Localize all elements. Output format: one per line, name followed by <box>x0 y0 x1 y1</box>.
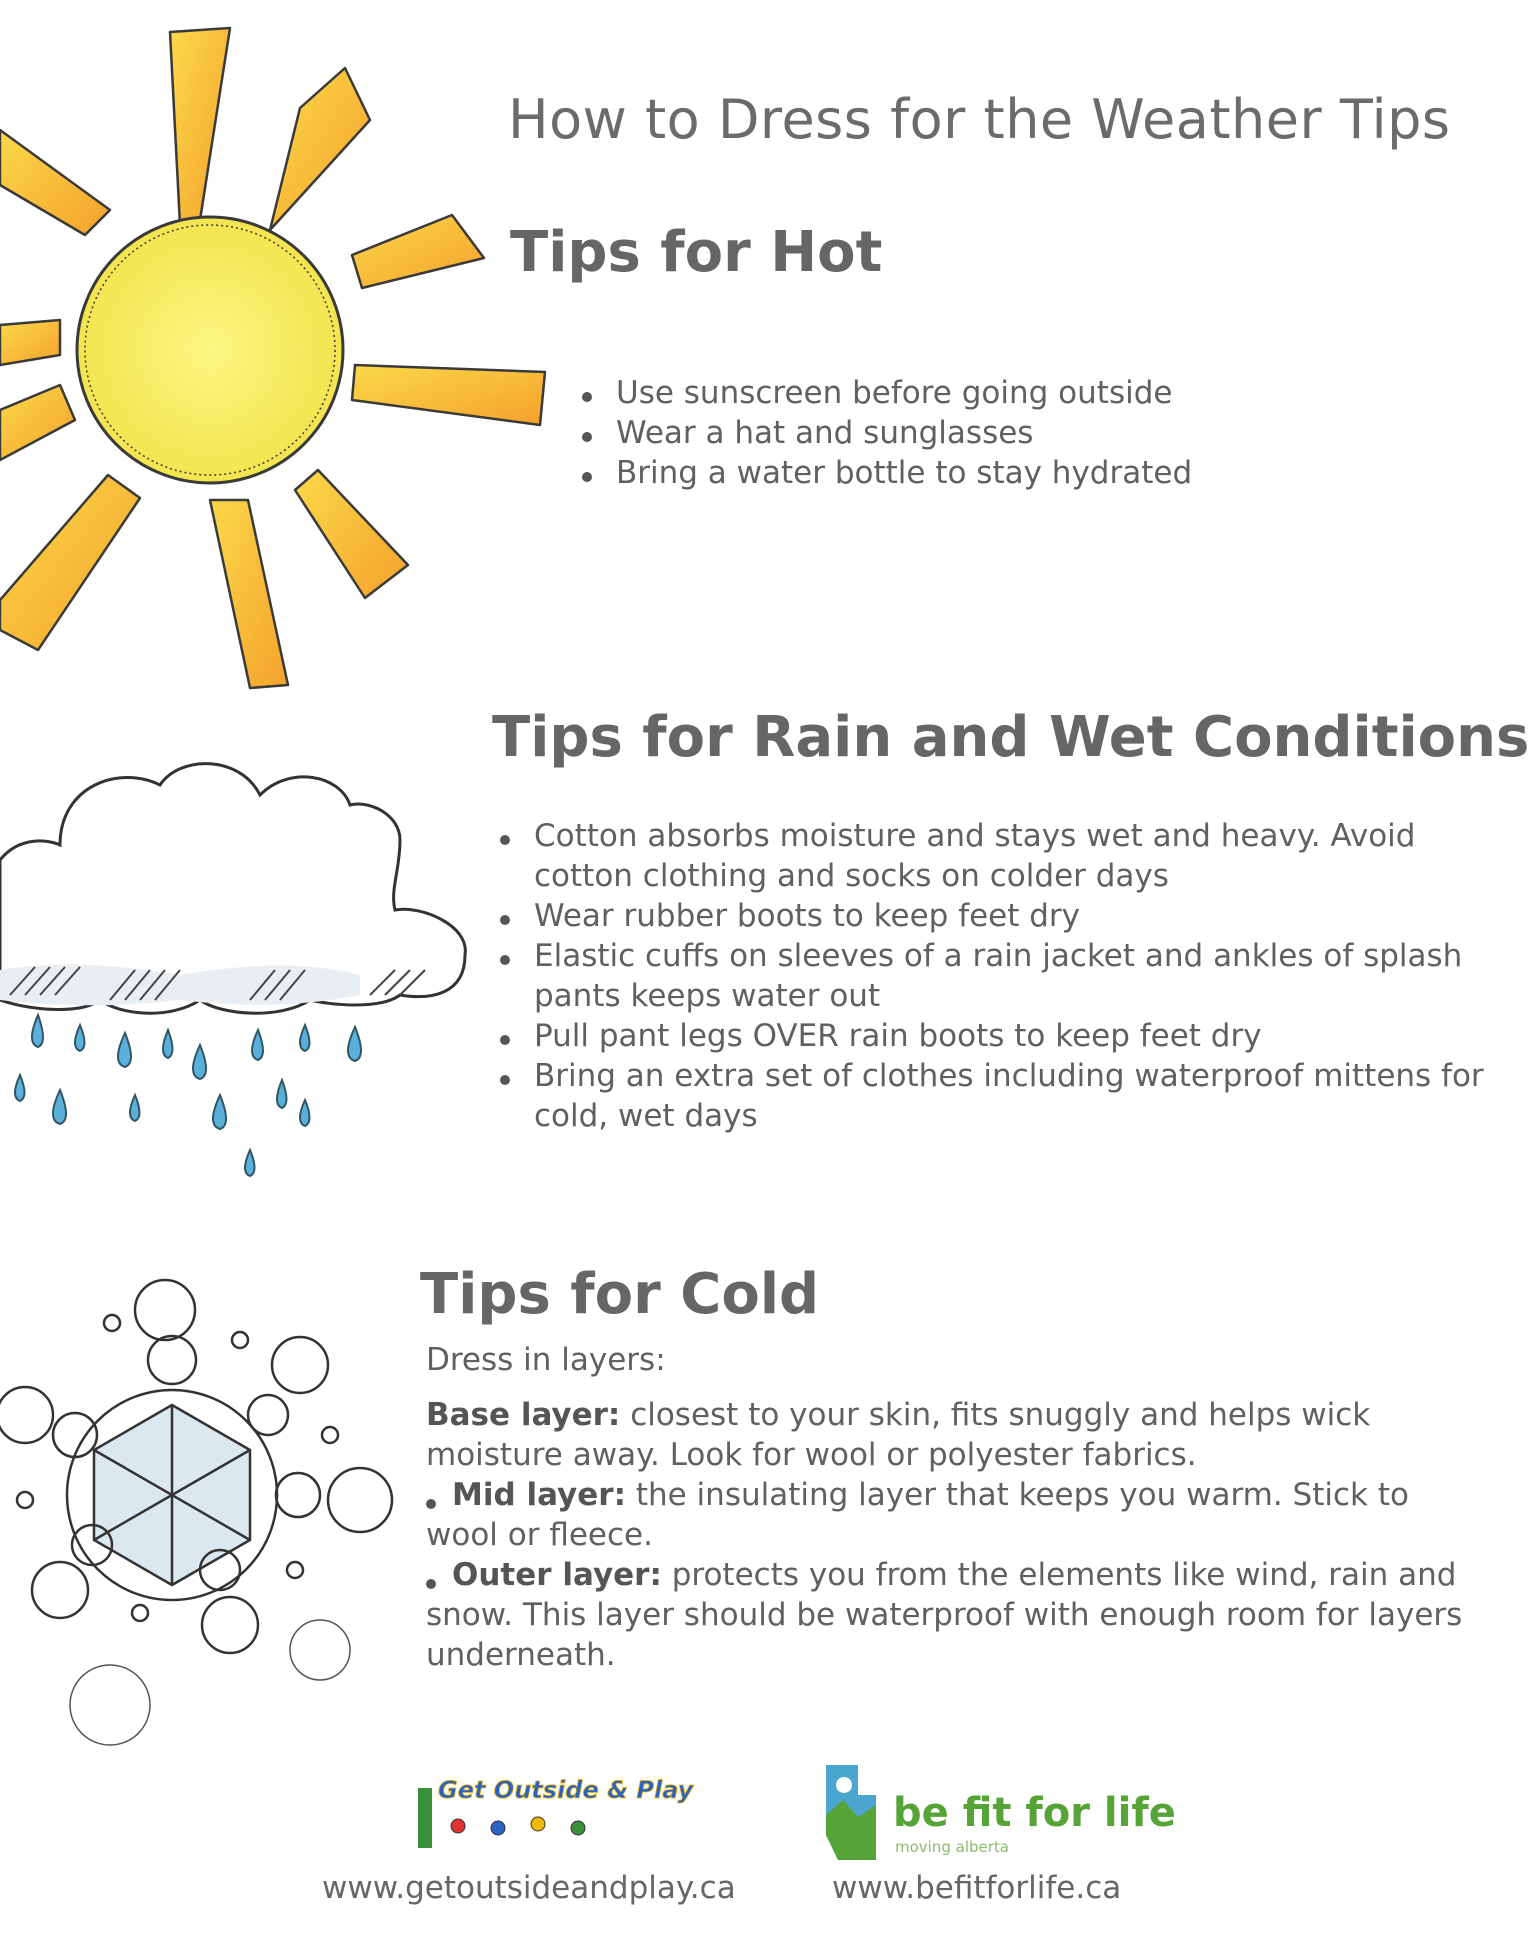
cold-heading: Tips for Cold <box>420 1262 820 1327</box>
layer-label: Mid layer: <box>452 1477 626 1513</box>
layer-text: closest to your skin, fits snuggly and helps wick moisture away. Look for wool or polyester fabrics. <box>426 1397 1371 1473</box>
layer-item-mid <box>426 1475 1476 1555</box>
list-item: Wear a hat and sunglasses <box>582 413 1192 453</box>
rain-cloud-icon <box>0 745 470 1195</box>
rain-heading: Tips for Rain and Wet Conditions <box>492 705 1529 770</box>
layer-label: Outer layer: <box>452 1557 662 1593</box>
list-item: Wear rubber boots to keep feet dry <box>500 896 1485 936</box>
layer-text: protects you from the elements like wind, rain and snow. This layer should be waterproof with enough room for layers underneath. <box>426 1557 1463 1673</box>
layer-text: the insulating layer that keeps you warm. Stick to wool or fleece. <box>426 1477 1409 1553</box>
snowflake-icon <box>0 1245 400 1765</box>
cold-layers <box>426 1395 1476 1675</box>
rain-tips-list <box>500 816 1485 1136</box>
bullet <box>426 1499 436 1509</box>
list-item: Use sunscreen before going outside <box>582 373 1192 413</box>
hot-tips-list <box>582 373 1192 493</box>
get-outside-play-logo <box>418 1758 694 1858</box>
list-item: Cotton absorbs moisture and stays wet and heavy. Avoid cotton clothing and socks on colder days <box>500 816 1485 896</box>
page-title: How to Dress for the Weather Tips <box>508 88 1451 151</box>
sun-icon <box>0 20 560 700</box>
list-item: Bring a water bottle to stay hydrated <box>582 453 1192 493</box>
befitforlife-tagline: moving alberta <box>895 1838 1009 1856</box>
befitforlife-logo-text: be fit for life <box>893 1790 1176 1836</box>
layer-label: Base layer: <box>426 1397 621 1433</box>
list-item: Bring an extra set of clothes including waterproof mittens for cold, wet days <box>500 1056 1485 1136</box>
logo-text: Get Outside & Play <box>438 1776 694 1804</box>
be-fit-for-life-logo-icon <box>818 1765 876 1865</box>
layer-item-outer <box>426 1555 1476 1675</box>
getoutside-url[interactable]: www.getoutsideandplay.ca <box>322 1870 736 1906</box>
list-item: Elastic cuffs on sleeves of a rain jacket and ankles of splash pants keeps water out <box>500 936 1485 1016</box>
list-item: Pull pant legs OVER rain boots to keep feet dry <box>500 1016 1485 1056</box>
layer-item-base <box>426 1395 1476 1475</box>
cold-intro: Dress in layers: <box>426 1342 666 1378</box>
befitforlife-url[interactable]: www.befitforlife.ca <box>832 1870 1122 1906</box>
bullet <box>426 1579 436 1589</box>
hot-heading: Tips for Hot <box>510 220 883 285</box>
